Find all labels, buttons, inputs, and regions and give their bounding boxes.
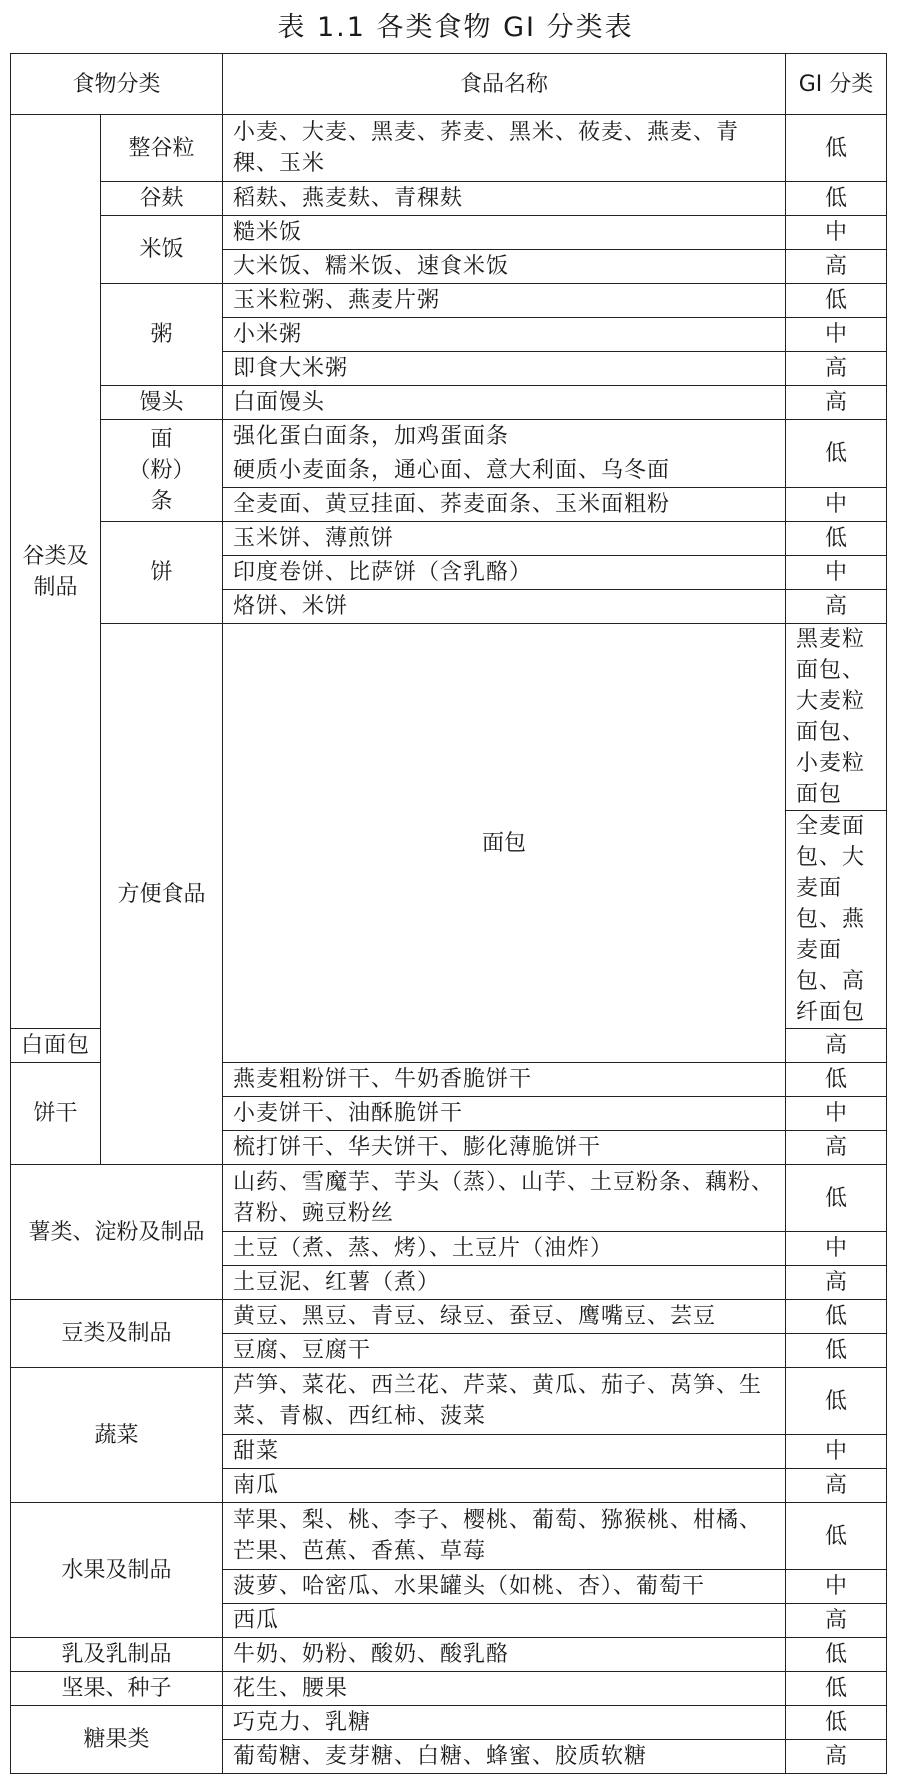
gi-cell: 低 bbox=[786, 1300, 887, 1334]
foods-cell: 烙饼、米饼 bbox=[223, 590, 786, 624]
foods-cell: 梳打饼干、华夫饼干、膨化薄脆饼干 bbox=[223, 1131, 786, 1165]
table-row bbox=[11, 1503, 887, 1570]
foods-cell: 全麦面包、大麦面包、燕麦面包、高纤面包 bbox=[786, 811, 887, 1029]
foods-cell: 大米饭、糯米饭、速食米饭 bbox=[223, 250, 786, 284]
gi-cell: 高 bbox=[786, 1740, 887, 1774]
gi-cell: 高 bbox=[786, 1604, 887, 1638]
foods-cell: 土豆（煮、蒸、烤）、土豆片（油炸） bbox=[223, 1232, 786, 1266]
table-row bbox=[11, 386, 887, 420]
subcategory-bun: 馒头 bbox=[101, 386, 223, 420]
table-row bbox=[11, 1368, 887, 1435]
foods-cell: 燕麦粗粉饼干、牛奶香脆饼干 bbox=[223, 1063, 786, 1097]
gi-cell: 低 bbox=[786, 115, 887, 182]
table-row bbox=[11, 216, 887, 250]
subcategory-noodle bbox=[101, 420, 223, 522]
gi-cell: 低 bbox=[786, 182, 887, 216]
gi-cell: 低 bbox=[786, 1503, 887, 1570]
header-category: 食物分类 bbox=[11, 54, 223, 115]
table-row bbox=[11, 115, 887, 182]
gi-cell: 低 bbox=[786, 1368, 887, 1435]
gi-cell: 高 bbox=[786, 1029, 887, 1063]
table-row bbox=[11, 1706, 887, 1740]
category-dairy: 乳及乳制品 bbox=[11, 1638, 223, 1672]
subcategory-rice: 米饭 bbox=[101, 216, 223, 284]
foods-cell: 土豆泥、红薯（煮） bbox=[223, 1266, 786, 1300]
header-foods: 食品名称 bbox=[223, 54, 786, 115]
foods-cell: 山药、雪魔芋、芋头（蒸）、山芋、土豆粉条、藕粉、苕粉、豌豆粉丝 bbox=[223, 1165, 786, 1232]
subcategory-congee: 粥 bbox=[101, 284, 223, 386]
foods-cell: 菠萝、哈密瓜、水果罐头（如桃、杏）、葡萄干 bbox=[223, 1570, 786, 1604]
gi-cell: 高 bbox=[786, 590, 887, 624]
gi-cell: 低 bbox=[786, 420, 887, 488]
foods-cell: 玉米粒粥、燕麦片粥 bbox=[223, 284, 786, 318]
subcategory-bran: 谷麸 bbox=[101, 182, 223, 216]
foods-cell: 芦笋、菜花、西兰花、芹菜、黄瓜、茄子、莴笋、生菜、青椒、西红柿、菠菜 bbox=[223, 1368, 786, 1435]
foods-cell: 印度卷饼、比萨饼（含乳酪） bbox=[223, 556, 786, 590]
gi-cell: 中 bbox=[786, 488, 887, 522]
gi-cell: 高 bbox=[786, 1131, 887, 1165]
subcategory-pancake: 饼 bbox=[101, 522, 223, 624]
foods-cell: 小麦、大麦、黑麦、荞麦、黑米、莜麦、燕麦、青稞、玉米 bbox=[223, 115, 786, 182]
foods-cell: 小麦饼干、油酥脆饼干 bbox=[223, 1097, 786, 1131]
gi-cell: 低 bbox=[786, 1638, 887, 1672]
category-fruits: 水果及制品 bbox=[11, 1503, 223, 1638]
foods-cell: 豆腐、豆腐干 bbox=[223, 1334, 786, 1368]
gi-cell: 中 bbox=[786, 1570, 887, 1604]
gi-cell: 低 bbox=[786, 1706, 887, 1740]
foods-cell: 巧克力、乳糖 bbox=[223, 1706, 786, 1740]
foods-cell: 玉米饼、薄煎饼 bbox=[223, 522, 786, 556]
table-row bbox=[11, 182, 887, 216]
gi-cell: 低 bbox=[786, 522, 887, 556]
gi-cell: 低 bbox=[786, 1063, 887, 1097]
noodle-label-line: 面 bbox=[150, 427, 173, 452]
foods-cell: 南瓜 bbox=[223, 1469, 786, 1503]
table-row bbox=[11, 624, 887, 811]
foods-cell: 牛奶、奶粉、酸奶、酸乳酪 bbox=[223, 1638, 786, 1672]
foods-cell: 小米粥 bbox=[223, 318, 786, 352]
subcategory-biscuit: 饼干 bbox=[11, 1063, 101, 1165]
noodle-label-line: 条 bbox=[150, 489, 173, 514]
category-vegetables: 蔬菜 bbox=[11, 1368, 223, 1503]
gi-cell: 低 bbox=[786, 284, 887, 318]
foods-cell: 葡萄糖、麦芽糖、白糖、蜂蜜、胶质软糖 bbox=[223, 1740, 786, 1774]
foods-cell: 硬质小麦面条，通心面、意大利面、乌冬面 bbox=[223, 454, 786, 488]
table-row bbox=[11, 1300, 887, 1334]
gi-cell: 低 bbox=[786, 1334, 887, 1368]
gi-cell: 高 bbox=[786, 250, 887, 284]
foods-cell: 西瓜 bbox=[223, 1604, 786, 1638]
gi-cell: 低 bbox=[786, 1165, 887, 1232]
gi-cell: 高 bbox=[786, 352, 887, 386]
foods-cell: 白面馒头 bbox=[223, 386, 786, 420]
category-beans: 豆类及制品 bbox=[11, 1300, 223, 1368]
gi-cell: 高 bbox=[786, 1469, 887, 1503]
table-row bbox=[11, 1165, 887, 1232]
category-nuts: 坚果、种子 bbox=[11, 1672, 223, 1706]
gi-cell: 高 bbox=[786, 386, 887, 420]
subcategory-bread: 面包 bbox=[223, 624, 786, 1063]
foods-cell: 白面包 bbox=[11, 1029, 101, 1063]
table-row bbox=[11, 284, 887, 318]
table-row bbox=[11, 1672, 887, 1706]
gi-cell: 中 bbox=[786, 216, 887, 250]
foods-cell: 花生、腰果 bbox=[223, 1672, 786, 1706]
foods-cell: 稻麸、燕麦麸、青稞麸 bbox=[223, 182, 786, 216]
gi-cell: 中 bbox=[786, 556, 887, 590]
table-row bbox=[11, 420, 887, 454]
gi-cell: 中 bbox=[786, 1097, 887, 1131]
foods-cell: 黄豆、黑豆、青豆、绿豆、蚕豆、鹰嘴豆、芸豆 bbox=[223, 1300, 786, 1334]
category-convenience: 方便食品 bbox=[101, 624, 223, 1165]
foods-cell: 全麦面、黄豆挂面、荞麦面条、玉米面粗粉 bbox=[223, 488, 786, 522]
foods-cell: 即食大米粥 bbox=[223, 352, 786, 386]
category-grains: 谷类及制品 bbox=[11, 115, 101, 1029]
foods-cell: 糙米饭 bbox=[223, 216, 786, 250]
gi-cell: 中 bbox=[786, 1435, 887, 1469]
gi-cell: 高 bbox=[786, 1266, 887, 1300]
gi-cell: 中 bbox=[786, 1232, 887, 1266]
gi-classification-table bbox=[10, 53, 887, 1774]
header-gi: GI 分类 bbox=[786, 54, 887, 115]
category-candy: 糖果类 bbox=[11, 1706, 223, 1774]
subcategory-whole-grain: 整谷粒 bbox=[101, 115, 223, 182]
gi-cell: 低 bbox=[786, 1672, 887, 1706]
category-tubers: 薯类、淀粉及制品 bbox=[11, 1165, 223, 1300]
foods-cell: 苹果、梨、桃、李子、樱桃、葡萄、猕猴桃、柑橘、芒果、芭蕉、香蕉、草莓 bbox=[223, 1503, 786, 1570]
header-row bbox=[11, 54, 887, 115]
foods-cell: 甜菜 bbox=[223, 1435, 786, 1469]
foods-cell: 强化蛋白面条，加鸡蛋面条 bbox=[223, 420, 786, 454]
table-row bbox=[11, 1638, 887, 1672]
gi-cell: 中 bbox=[786, 318, 887, 352]
table-title: 表 1.1 各类食物 GI 分类表 bbox=[277, 12, 634, 43]
noodle-label-line: （粉） bbox=[128, 458, 195, 483]
table-row bbox=[11, 522, 887, 556]
foods-cell: 黑麦粒面包、大麦粒面包、小麦粒面包 bbox=[786, 624, 887, 811]
